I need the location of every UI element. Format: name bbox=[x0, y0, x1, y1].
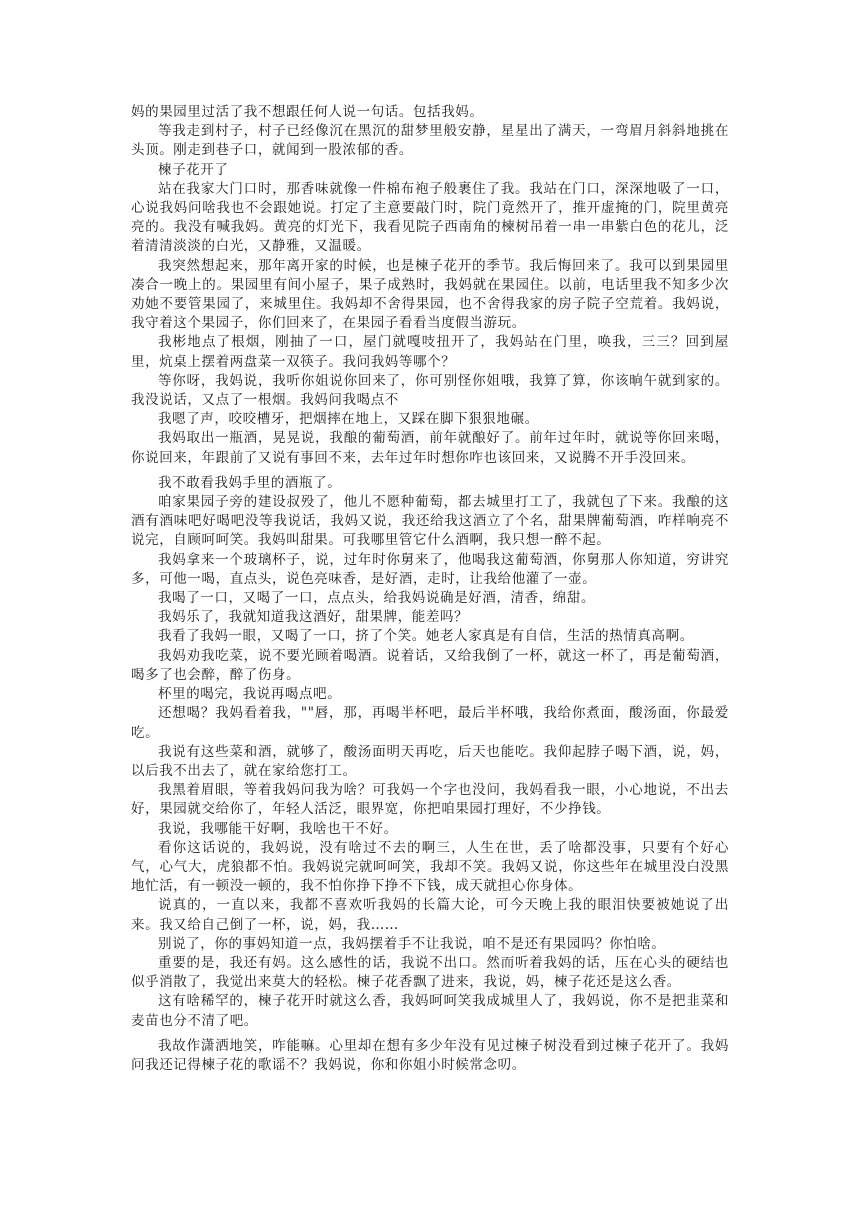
paragraph: 我妈乐了，我就知道我这酒好，甜果牌，能差吗？ bbox=[158, 609, 469, 626]
paragraph: 站在我家大门口时，那香味就像一件棉布袍子般裹住了我。我站在门口，深深地吸了一口，心说我妈问啥我也不会跟她说。打定了主意要敲门时，院门竟然开了，推开虚掩的门，院里黄亮亮的。我没有喊我妈。黄亮的灯光下，我看见院子西南角的楝树吊着一串一串紫白色的花儿，泛着清清淡淡的白光，又静雅，又温暖。 bbox=[131, 180, 729, 255]
paragraph: 重要的是，我还有妈。这么感性的话，我说不出口。然而听着我妈的话，压在心头的硬结也似乎消散了，我觉出来莫大的轻松。楝子花香飘了进来，我说，妈，楝子花还是这么香。 bbox=[131, 954, 729, 991]
paragraph: 我说有这些菜和酒，就够了，酸汤面明天再吃，后天也能吃。我仰起脖子喝下酒，说，妈，以后我不出去了，就在家给您打工。 bbox=[131, 743, 729, 779]
paragraph: 我黑着眉眼，等着我妈问我为啥？可我妈一个字也没问，我妈看我一眼，小心地说，不出去好，果园就交给你了，年轻人活泛，眼界宽，你把咱果园打理好，不少挣钱。 bbox=[131, 782, 729, 818]
paragraph: 我妈取出一瓶酒，晃晃说，我酿的葡萄酒，前年就酿好了。前年过年时，就说等你回来喝，你说回来，年跟前了又说有事回不来，去年过年时想你咋也该回来，又说腾不开手没回来。 bbox=[131, 430, 729, 466]
paragraph: 等我走到村子，村子已经像沉在黑沉的甜梦里般安静，星星出了满天，一弯眉月斜斜地挑在头顶。刚走到巷子口，就闻到一股浓郁的香。 bbox=[131, 123, 729, 159]
paragraph: 我不敢看我妈手里的酒瓶了。 bbox=[158, 474, 342, 491]
paragraph: 我说，我哪能干好啊，我啥也干不好。 bbox=[158, 820, 398, 837]
paragraph: 我看了我妈一眼，又喝了一口，挤了个笑。她老人家真是有自信，生活的热情真高啊。 bbox=[158, 628, 694, 645]
paragraph: 楝子花开了 bbox=[158, 161, 229, 178]
paragraph: 看你这话说的，我妈说，没有啥过不去的啊三，人生在世，丢了啥都没事，只要有个好心气，心气大，虎狼都不怕。我妈说完就呵呵笑，我却不笑。我妈又说，你这些年在城里没白没黑地忙活，有一顿没一顿的，我不怕你挣下挣不下钱，成天就担心你身体。 bbox=[131, 839, 729, 895]
paragraph: 这有啥稀罕的，楝子花开时就这么香，我妈呵呵笑我成城里人了，我妈说，你不是把韭菜和麦苗也分不清了吧。 bbox=[131, 993, 729, 1029]
paragraph: 我喝了一口，又喝了一口，点点头，给我妈说确是好酒，清香，绵甜。 bbox=[158, 590, 596, 607]
paragraph: 我突然想起来，那年离开家的时候，也是楝子花开的季节。我后悔回来了。我可以到果园里凑合一晚上的。果园里有间小屋子，果子成熟时，我妈就在果园住。以前，电话里我不知多少次劝她不要管果园了，来城里住。我妈却不舍得果园，也不舍得我家的房子院子空荒着。我妈说，我守着这个果园子，你们回来了，在果园子看看当度假当游玩。 bbox=[131, 257, 729, 332]
paragraph: 我故作潇洒地笑，咋能嘛。心里却在想有多少年没有见过楝子树没看到过楝子花开了。我妈问我还记得楝子花的歌谣不？我妈说，你和你姐小时候常念叨。 bbox=[131, 1037, 729, 1073]
paragraph: 我彬地点了根烟，刚抽了一口，屋门就嘎吱扭开了，我妈站在门里，唤我，三三？回到屋里，炕桌上摆着两盘菜一双筷子。我问我妈等哪个？ bbox=[131, 334, 729, 370]
paragraph: 杯里的喝完，我说再喝点吧。 bbox=[158, 686, 342, 703]
paragraph: 我妈拿来一个玻璃杯子，说，过年时你舅来了，他喝我这葡萄酒，你舅那人你知道，穷讲究多，可他一喝，直点头，说色亮味香，是好酒，走时，让我给他灌了一壶。 bbox=[131, 551, 729, 587]
paragraph: 等你呀，我妈说，我听你姐说你回来了，你可别怪你姐哦，我算了算，你该晌午就到家的。我没说话，又点了一根烟。我妈问我喝点不 bbox=[131, 372, 729, 409]
paragraph: 我妈劝我吃菜，说不要光顾着喝酒。说着话，又给我倒了一杯，就这一杯了，再是葡萄酒，喝多了也会醉，醉了伤身。 bbox=[131, 647, 729, 683]
paragraph: 还想喝？我妈看着我，""唇，那，再喝半杯吧，最后半杯哦，我给你煮面，酸汤面，你最爱吃。 bbox=[131, 705, 729, 741]
story-text-column bbox=[131, 103, 729, 1075]
paragraph: 我嗯了声，咬咬槽牙，把烟摔在地上，又踩在脚下狠狠地碾。 bbox=[158, 411, 539, 428]
paragraph: 别说了，你的事妈知道一点，我妈摆着手不让我说，咱不是还有果园吗？你怕啥。 bbox=[158, 935, 666, 952]
paragraph: 妈的果园里过活了我不想跟任何人说一句话。包括我妈。 bbox=[131, 104, 484, 120]
paragraph: 说真的，一直以来，我都不喜欢听我妈的长篇大论，可今天晚上我的眼泪快要被她说了出来。我又给自己倒了一杯，说，妈，我…… bbox=[131, 897, 729, 933]
paragraph: 咱家果园子旁的建设叔殁了，他儿不愿种葡萄，都去城里打工了，我就包了下来。我酿的这酒有酒味吧好喝吧没等我说话，我妈又说，我还给我这酒立了个名，甜果牌葡萄酒，咋样响亮不说完，自顾呵呵笑。我妈叫甜果。可我哪里管它什么酒啊，我只想一醉不起。 bbox=[131, 494, 729, 549]
